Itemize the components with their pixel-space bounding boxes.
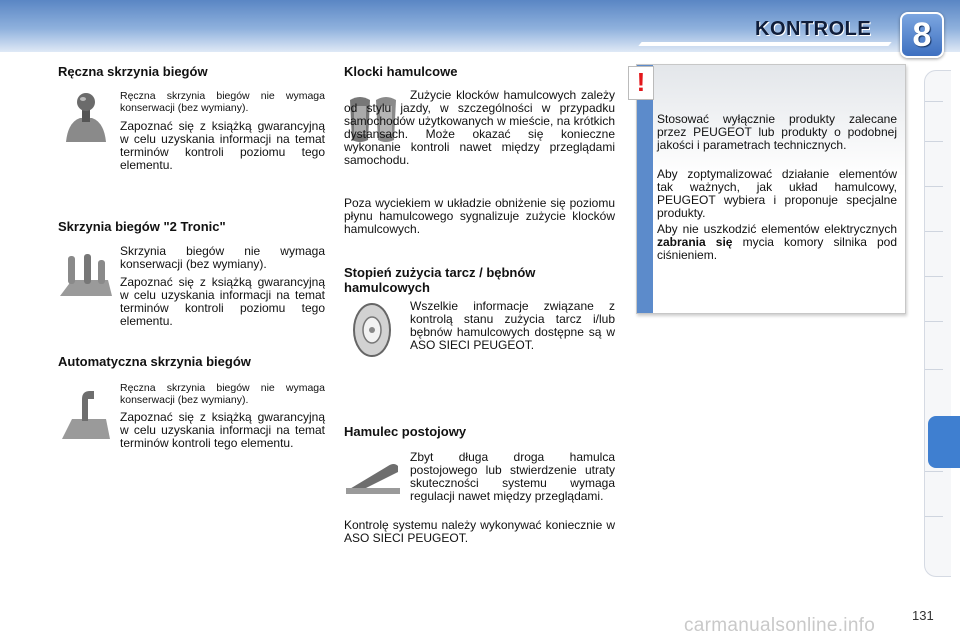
page-number: 131 [912, 608, 934, 623]
parking-brake-icon [346, 458, 402, 498]
section-title-manual-gearbox: Ręczna skrzynia biegów [58, 64, 208, 79]
tab-divider [925, 471, 943, 472]
brake-disc-icon [350, 302, 394, 358]
warning-text: Aby nie uszkodzić elementów elektrycznych [657, 222, 897, 236]
paragraph: Zapoznać się z książką gwarancyjną w celu uzyskania informacji na temat terminów kontroli tego elementu. [120, 410, 325, 450]
warning-paragraph: Aby zoptymalizować działanie elementów tak ważnych, jak układ hamulcowy, PEUGEOT wybiera i proponuje specjalne produkty. [657, 167, 897, 220]
paragraph: Poza wyciekiem w układzie obniżenie się poziomu płynu hamulcowego sygnalizuje zużycie klocków hamulcowych. [344, 196, 615, 236]
section-title-2tronic: Skrzynia biegów "2 Tronic" [58, 219, 226, 234]
section-title-brake-discs: Stopień zużycia tarcz / bębnów hamulcowych [344, 265, 536, 295]
tab-divider [925, 321, 943, 322]
warning-paragraph: Stosować wyłącznie produkty zalecane przez PEUGEOT lub produkty o podobnej jakości i parametrach technicznych. [657, 112, 897, 152]
paragraph: Zapoznać się z książką gwarancyjną w celu uzyskania informacji na temat terminów kontroli poziomu tego elementu. [120, 275, 325, 328]
tab-divider [925, 516, 943, 517]
chapter-title: KONTROLE [755, 18, 872, 40]
tab-divider [925, 141, 943, 142]
section-title-automatic-gearbox: Automatyczna skrzynia biegów [58, 354, 251, 369]
chapter-number-badge: 8 [900, 12, 944, 58]
header-stripe [638, 42, 891, 46]
paragraph: Zbyt długa droga hamulca postojowego lub stwierdzenie utraty skuteczności systemu wymaga regulacji nawet między przeglądami. [410, 450, 615, 503]
paragraph: Zużycie klocków hamulcowych zależy od stylu jazdy, w szczególności w przypadku samochodów użytkowanych w mieście, na krótkich dystansach. Może okazać się konieczne wykonanie kontroli nawet między przeglądami samochodu. [344, 88, 615, 167]
paragraph: Ręczna skrzynia biegów nie wymaga konserwacji (bez wymiany). [120, 90, 325, 114]
paragraph: Kontrolę systemu należy wykonywać koniecznie w ASO SIECI PEUGEOT. [344, 518, 615, 545]
warning-emphasis: zabrania się [657, 235, 733, 249]
tab-divider [925, 276, 943, 277]
warning-paragraph [657, 223, 897, 262]
active-chapter-tab[interactable] [928, 416, 960, 468]
section-title-brake-pads: Klocki hamulcowe [344, 64, 458, 79]
paragraph: Ręczna skrzynia biegów nie wymaga konserwacji (bez wymiany). [120, 382, 325, 406]
warning-icon: ! [628, 66, 654, 100]
automatic-lever-icon [60, 385, 112, 443]
section-title-parking-brake: Hamulec postojowy [344, 424, 467, 439]
tab-divider [925, 186, 943, 187]
paragraph: Zapoznać się z książką gwarancyjną w celu uzyskania informacji na temat terminów kontroli poziomu tego elementu. [120, 119, 325, 172]
tab-divider [925, 369, 943, 370]
tab-divider [925, 101, 943, 102]
chapter-tabs [924, 70, 951, 577]
paragraph: Wszelkie informacje związane z kontrolą stanu zużycia tarcz i/lub bębnów hamulcowych dostępne są w ASO SIECI PEUGEOT. [410, 299, 615, 352]
paragraph: Skrzynia biegów nie wymaga konserwacji (bez wymiany). [120, 244, 325, 271]
gear-selector-icon [58, 250, 114, 302]
watermark: carmanualsonline.info [684, 615, 876, 636]
warning-text: mycia komory silnika pod ciśnieniem. [657, 235, 897, 262]
warning-bar [637, 65, 653, 313]
tab-divider [925, 231, 943, 232]
gear-lever-icon [62, 92, 108, 146]
